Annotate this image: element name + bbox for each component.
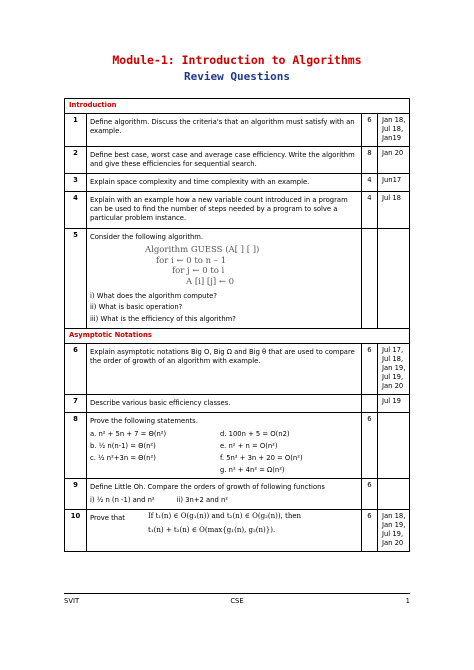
question-number: 5 <box>65 228 87 328</box>
question-marks <box>361 394 377 412</box>
statement: b. ½ n(n-1) = Θ(n²) <box>90 442 156 451</box>
algorithm-line: Algorithm GUESS (A[ ] [ ]) <box>145 244 260 255</box>
exam-dates <box>377 228 409 328</box>
question-marks: 6 <box>361 412 377 478</box>
question-marks: 6 <box>361 343 377 394</box>
question-text: Define best case, worst case and average case efficiency. Write the algorithm and give these efficiencies for sequential search. <box>90 150 355 168</box>
question-text-cell <box>87 412 362 478</box>
exam-date: Jul 19, <box>381 530 404 539</box>
question-number: 4 <box>65 192 87 229</box>
section-title: Introduction <box>65 99 410 114</box>
exam-dates <box>377 412 409 478</box>
question-number: 6 <box>65 343 87 394</box>
question-number: 3 <box>65 173 87 191</box>
question-row <box>65 343 410 394</box>
question-marks: 6 <box>361 509 377 551</box>
question-text: Define algorithm. Discuss the criteria's that an algorithm must satisfy with an example. <box>90 118 355 136</box>
section-title: Asymptotic Notations <box>65 328 410 343</box>
question-text-cell <box>87 192 362 229</box>
question-text-cell <box>87 173 362 191</box>
question-number: 7 <box>65 394 87 412</box>
exam-date: Jan 19, <box>381 521 406 530</box>
theorem-line: t₁(n) + t₂(n) ∈ O(max{g₁(n), g₂(n)}). <box>148 526 276 535</box>
statement: g. n² + 4n² = Ω(n²) <box>220 466 285 475</box>
question-text: Describe various basic efficiency classes. <box>90 398 231 407</box>
exam-dates <box>377 509 409 551</box>
question-marks: 4 <box>361 192 377 229</box>
footer-department: CSE <box>230 597 244 605</box>
question-row <box>65 228 410 328</box>
statement: e. n² + n = O(n²) <box>220 442 278 451</box>
sub-question: ii) What is basic operation? <box>90 303 183 312</box>
exam-dates <box>377 146 409 173</box>
exam-dates <box>377 192 409 229</box>
statement: d. 100n + 5 = O(n2) <box>220 429 290 438</box>
question-number: 8 <box>65 412 87 478</box>
algorithm-line: A [i] [j] ← 0 <box>186 277 235 288</box>
function-pairs <box>90 496 358 505</box>
question-text-cell <box>87 228 362 328</box>
question-text: Consider the following algorithm. <box>90 232 204 241</box>
question-row <box>65 412 410 478</box>
statement <box>90 466 220 475</box>
question-number: 9 <box>65 478 87 509</box>
page-subtitle: Review Questions <box>184 70 290 83</box>
question-row <box>65 394 410 412</box>
question-text: Prove the following statements. <box>90 416 198 425</box>
question-text-cell <box>87 509 362 551</box>
exam-dates <box>377 394 409 412</box>
question-marks: 6 <box>361 114 377 147</box>
algorithm-block <box>90 245 358 289</box>
question-text-cell <box>87 478 362 509</box>
exam-dates <box>377 343 409 394</box>
statements-grid <box>90 430 358 476</box>
exam-date: Jul 18, <box>381 354 404 363</box>
question-number: 1 <box>65 114 87 147</box>
exam-date: Jul 18 <box>381 194 401 203</box>
question-marks <box>361 228 377 328</box>
exam-date: Jan 20 <box>381 382 404 391</box>
function-pair: ii) 3n+2 and n² <box>176 495 228 504</box>
question-marks: 6 <box>361 478 377 509</box>
footer-divider <box>64 593 410 594</box>
question-row <box>65 146 410 173</box>
exam-date: Jan19 <box>381 134 402 143</box>
section-header <box>65 99 410 114</box>
exam-dates <box>377 478 409 509</box>
algorithm-line: for j ← 0 to i <box>172 266 225 277</box>
question-row <box>65 192 410 229</box>
question-text: Define Little Oh. Compare the orders of growth of following functions <box>90 482 325 491</box>
question-row <box>65 173 410 191</box>
exam-date: Jul 18, <box>381 125 404 134</box>
exam-dates <box>377 173 409 191</box>
question-text: Explain with an example how a new variable count introduced in a program can be used to find the number of steps needed by a program to solve a particular problem instance. <box>90 196 348 223</box>
sub-question: i) What does the algorithm compute? <box>90 292 217 301</box>
statement: a. n² + 5n + 7 = Θ(n²) <box>90 429 167 438</box>
footer-page-number: 1 <box>405 597 410 605</box>
exam-date: Jul 17, <box>381 345 404 354</box>
section-header <box>65 328 410 343</box>
exam-date: Jan 19, <box>381 364 406 373</box>
question-row <box>65 509 410 551</box>
question-number: 2 <box>65 146 87 173</box>
exam-date: Jan 18, <box>381 116 406 124</box>
exam-dates <box>377 114 409 147</box>
algorithm-line: for i ← 0 to n – 1 <box>156 255 227 266</box>
exam-date: Jun17 <box>381 175 402 184</box>
exam-date: Jan 20 <box>381 148 404 157</box>
footer-college: SVIT <box>64 597 80 605</box>
sub-question: iii) What is the efficiency of this algorithm? <box>90 314 236 323</box>
question-text: Prove that <box>90 513 125 522</box>
questions-table <box>64 98 410 552</box>
question-row <box>65 478 410 509</box>
statement: f. 5n² + 3n + 20 = O(n²) <box>220 454 303 463</box>
exam-date: Jan 20 <box>381 539 404 548</box>
page-title: Module-1: Introduction to Algorithms <box>112 53 362 67</box>
question-text: Explain space complexity and time complexity with an example. <box>90 177 310 186</box>
question-text-cell <box>87 343 362 394</box>
question-marks: 8 <box>361 146 377 173</box>
question-row <box>65 114 410 147</box>
question-number: 10 <box>65 509 87 551</box>
exam-date: Jan 18, <box>381 511 406 520</box>
question-text-cell <box>87 114 362 147</box>
question-text-cell <box>87 394 362 412</box>
question-text: Explain asymptotic notations Big O, Big Ω and Big θ that are used to compare the order of growth of an algorithm with example. <box>90 347 355 365</box>
exam-date: Jul 19, <box>381 373 404 382</box>
theorem-statement <box>148 512 301 536</box>
exam-date: Jul 19 <box>381 396 401 405</box>
statement: c. ½ n²+3n = Θ(n²) <box>90 454 156 463</box>
question-marks: 4 <box>361 173 377 191</box>
question-text-cell <box>87 146 362 173</box>
function-pair: i) ½ n (n -1) and n² <box>90 495 155 504</box>
theorem-line: If t₁(n) ∈ O(g₁(n)) and t₂(n) ∈ O(g₂(n)), then <box>148 511 301 520</box>
